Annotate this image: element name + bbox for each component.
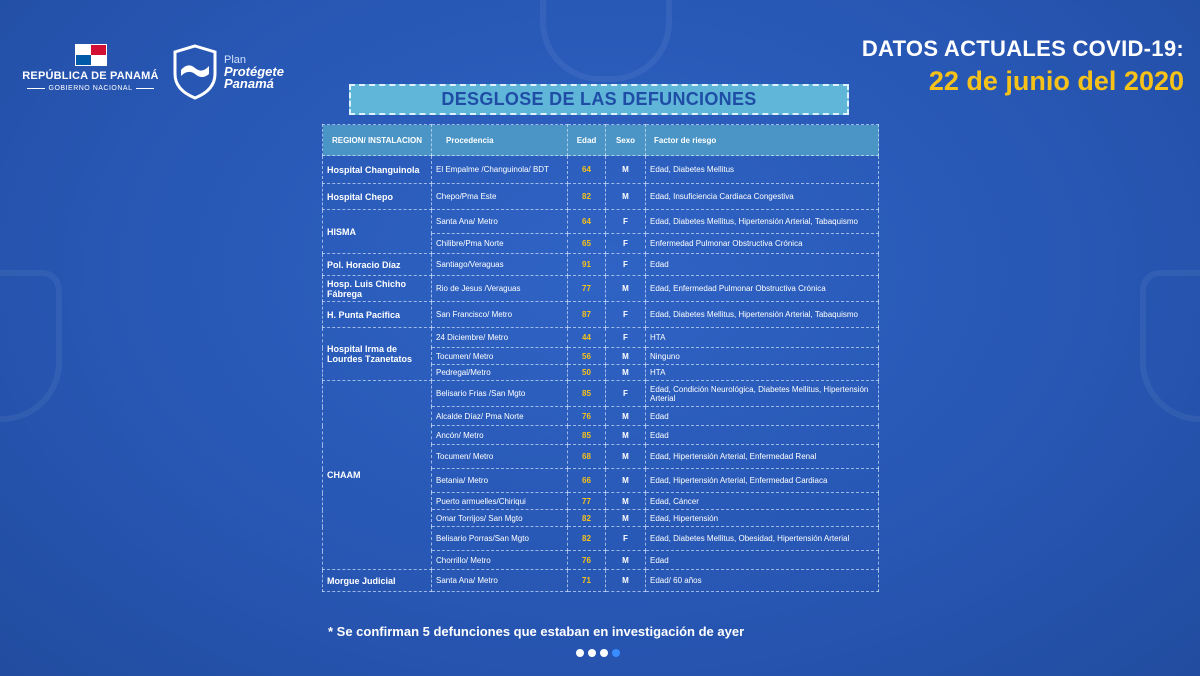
procedencia-cell: Rio de Jesus /Veraguas xyxy=(432,276,568,302)
sex-cell: M xyxy=(606,551,646,570)
table-title: DESGLOSE DE LAS DEFUNCIONES xyxy=(441,89,757,109)
region-cell: Hospital Irma de Lourdes Tzanetatos xyxy=(323,328,432,381)
procedencia-cell: Betania/ Metro xyxy=(432,469,568,493)
sex-cell: M xyxy=(606,570,646,592)
age-cell: 85 xyxy=(568,426,606,445)
republic-name: REPÚBLICA DE PANAMÁ xyxy=(22,70,159,82)
plan-label: Plan xyxy=(224,54,247,66)
risk-factor-cell: Edad, Hipertensión Arterial, Enfermedad Renal xyxy=(646,445,879,469)
procedencia-cell: Chilibre/Pma Norte xyxy=(432,234,568,254)
column-header-sexo: Sexo xyxy=(606,125,646,156)
region-cell: Hospital Chepo xyxy=(323,184,432,210)
age-cell: 68 xyxy=(568,445,606,469)
risk-factor-cell: Edad, Diabetes Mellitus, Obesidad, Hipertensión Arterial xyxy=(646,527,879,551)
carousel-dots xyxy=(576,649,620,657)
data-date: 22 de junio del 2020 xyxy=(928,66,1184,96)
procedencia-cell: Puerto armuelles/Chiriqui xyxy=(432,493,568,510)
risk-factor-cell: Edad, Hipertensión Arterial, Enfermedad Cardiaca xyxy=(646,469,879,493)
table-row xyxy=(323,381,879,407)
age-cell: 76 xyxy=(568,407,606,426)
risk-factor-cell: HTA xyxy=(646,328,879,348)
age-cell: 64 xyxy=(568,156,606,184)
sex-cell: M xyxy=(606,184,646,210)
age-cell: 91 xyxy=(568,254,606,276)
data-title: DATOS ACTUALES COVID-19: xyxy=(861,36,1184,61)
background-shield-top xyxy=(540,0,672,82)
sex-cell: M xyxy=(606,426,646,445)
sex-cell: M xyxy=(606,445,646,469)
sex-cell: M xyxy=(606,493,646,510)
procedencia-cell: El Empalme /Changuinola/ BDT xyxy=(432,156,568,184)
table-row xyxy=(323,328,879,348)
sex-cell: F xyxy=(606,381,646,407)
age-cell: 71 xyxy=(568,570,606,592)
sex-cell: F xyxy=(606,210,646,234)
table-row xyxy=(323,254,879,276)
risk-factor-cell: Ninguno xyxy=(646,348,879,365)
table-row xyxy=(323,276,879,302)
sex-cell: F xyxy=(606,302,646,328)
plan-name-line1: Protégete xyxy=(224,64,284,79)
region-cell: CHAAM xyxy=(323,381,432,570)
column-header-region: REGION/ INSTALACION xyxy=(323,125,432,156)
region-cell: HISMA xyxy=(323,210,432,254)
table-row xyxy=(323,156,879,184)
risk-factor-cell: Edad, Condición Neurológica, Diabetes Mellitus, Hipertensión Arterial xyxy=(646,381,879,407)
government-name: GOBIERNO NACIONAL xyxy=(18,85,163,92)
column-header-procedencia: Procedencia xyxy=(432,125,568,156)
risk-factor-cell: Edad, Diabetes Mellitus xyxy=(646,156,879,184)
procedencia-cell: Omar Torrijos/ San Mgto xyxy=(432,510,568,527)
republic-logo xyxy=(18,44,163,92)
carousel-dot[interactable] xyxy=(600,649,608,657)
risk-factor-cell: Edad/ 60 años xyxy=(646,570,879,592)
carousel-dot[interactable] xyxy=(576,649,584,657)
plan-name-line2: Panamá xyxy=(224,76,274,91)
sex-cell: F xyxy=(606,234,646,254)
risk-factor-cell: Edad xyxy=(646,254,879,276)
table-row xyxy=(323,570,879,592)
procedencia-cell: Tocumen/ Metro xyxy=(432,348,568,365)
risk-factor-cell: Edad, Enfermedad Pulmonar Obstructiva Crónica xyxy=(646,276,879,302)
risk-factor-cell: HTA xyxy=(646,365,879,381)
shield-icon xyxy=(172,44,218,100)
carousel-dot-active[interactable] xyxy=(612,649,620,657)
age-cell: 85 xyxy=(568,381,606,407)
age-cell: 56 xyxy=(568,348,606,365)
region-cell: Morgue Judicial xyxy=(323,570,432,592)
sex-cell: M xyxy=(606,469,646,493)
table-title-box xyxy=(349,84,849,115)
procedencia-cell: San Francisco/ Metro xyxy=(432,302,568,328)
sex-cell: M xyxy=(606,407,646,426)
procedencia-cell: Santa Ana/ Metro xyxy=(432,570,568,592)
procedencia-cell: Santiago/Veraguas xyxy=(432,254,568,276)
table-row xyxy=(323,302,879,328)
age-cell: 66 xyxy=(568,469,606,493)
region-cell: Hosp. Luis Chicho Fábrega xyxy=(323,276,432,302)
sex-cell: M xyxy=(606,276,646,302)
risk-factor-cell: Edad xyxy=(646,426,879,445)
sex-cell: F xyxy=(606,328,646,348)
risk-factor-cell: Edad, Diabetes Mellitus, Hipertensión Arterial, Tabaquismo xyxy=(646,302,879,328)
risk-factor-cell: Edad xyxy=(646,407,879,426)
table-header-row xyxy=(323,125,879,156)
procedencia-cell: Tocumen/ Metro xyxy=(432,445,568,469)
age-cell: 82 xyxy=(568,184,606,210)
table-row xyxy=(323,210,879,234)
region-cell: Pol. Horacio Díaz xyxy=(323,254,432,276)
panama-flag-icon xyxy=(75,44,107,66)
risk-factor-cell: Edad, Diabetes Mellitus, Hipertensión Arterial, Tabaquismo xyxy=(646,210,879,234)
risk-factor-cell: Enfermedad Pulmonar Obstructiva Crónica xyxy=(646,234,879,254)
table-row xyxy=(323,184,879,210)
plan-protegete-logo xyxy=(172,44,284,100)
region-cell: Hospital Changuinola xyxy=(323,156,432,184)
procedencia-cell: Santa Ana/ Metro xyxy=(432,210,568,234)
sex-cell: F xyxy=(606,254,646,276)
sex-cell: M xyxy=(606,156,646,184)
procedencia-cell: Alcalde Díaz/ Pma Norte xyxy=(432,407,568,426)
sex-cell: M xyxy=(606,510,646,527)
background-shield-right xyxy=(1140,270,1200,422)
age-cell: 65 xyxy=(568,234,606,254)
age-cell: 87 xyxy=(568,302,606,328)
age-cell: 82 xyxy=(568,510,606,527)
procedencia-cell: Ancón/ Metro xyxy=(432,426,568,445)
carousel-dot[interactable] xyxy=(588,649,596,657)
footnote: * Se confirman 5 defunciones que estaban en investigación de ayer xyxy=(328,624,745,639)
risk-factor-cell: Edad, Cáncer xyxy=(646,493,879,510)
sex-cell: F xyxy=(606,527,646,551)
age-cell: 77 xyxy=(568,493,606,510)
procedencia-cell: Chepo/Pma Este xyxy=(432,184,568,210)
deaths-table xyxy=(322,124,879,592)
procedencia-cell: Belisario Porras/San Mgto xyxy=(432,527,568,551)
procedencia-cell: Pedregal/Metro xyxy=(432,365,568,381)
age-cell: 82 xyxy=(568,527,606,551)
procedencia-cell: Chorrillo/ Metro xyxy=(432,551,568,570)
procedencia-cell: Belisario Frias /San Mgto xyxy=(432,381,568,407)
procedencia-cell: 24 Diciembre/ Metro xyxy=(432,328,568,348)
risk-factor-cell: Edad, Hipertensión xyxy=(646,510,879,527)
data-header xyxy=(862,36,1184,97)
risk-factor-cell: Edad xyxy=(646,551,879,570)
age-cell: 50 xyxy=(568,365,606,381)
age-cell: 44 xyxy=(568,328,606,348)
age-cell: 64 xyxy=(568,210,606,234)
risk-factor-cell: Edad, Insuficiencia Cardiaca Congestiva xyxy=(646,184,879,210)
age-cell: 77 xyxy=(568,276,606,302)
background-shield-left xyxy=(0,270,62,422)
column-header-factor: Factor de riesgo xyxy=(646,125,879,156)
sex-cell: M xyxy=(606,348,646,365)
region-cell: H. Punta Pacifica xyxy=(323,302,432,328)
age-cell: 76 xyxy=(568,551,606,570)
sex-cell: M xyxy=(606,365,646,381)
column-header-edad: Edad xyxy=(568,125,606,156)
